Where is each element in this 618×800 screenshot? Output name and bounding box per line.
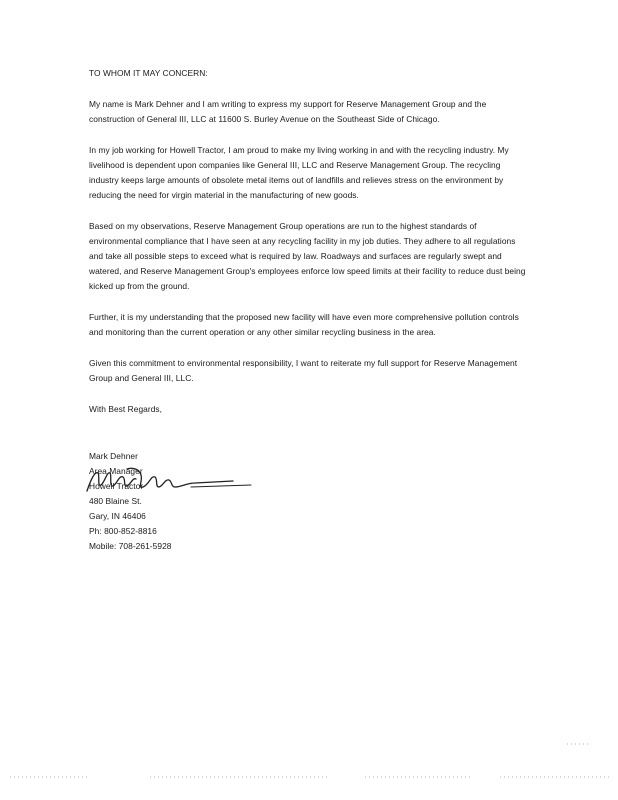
paragraph-new-facility: Further, it is my understanding that the proposed new facility will have even more comprehensive pollution controls and monitoring than the current operation or any other similar recycling business in the area.: [89, 312, 519, 337]
signer-phone: Ph: 800-852-8816: [89, 526, 157, 536]
signature-underline: [191, 485, 251, 487]
signer-address-line2: Gary, IN 46406: [89, 511, 146, 521]
closing: With Best Regards,: [89, 404, 163, 414]
salutation: TO WHOM IT MAY CONCERN:: [89, 68, 208, 78]
signer-company: Howell Tractor: [89, 481, 144, 491]
paragraph-observations: Based on my observations, Reserve Management Group operations are run to the highest standards of environmental compliance that I have seen at any recycling facility in my job duties. They adhere to all regulations and take all possible steps to exceed what is required by law. Roadways and surfaces are regularly swept and watered, and Reserve Management Group's employees enforce low speed limits at their facility to reduce dust being kicked up from the ground.: [89, 221, 526, 291]
signature-stroke: [87, 468, 233, 491]
handwritten-signature: [83, 465, 263, 497]
paragraph-job: In my job working for Howell Tractor, I am proud to make my living working in and with the recycling industry. My livelihood is dependent upon companies like General III, LLC and Reserve Management Group. The recycling industry keeps large amounts of obsolete metal items out of landfills and relieves stress on the environment by reducing the need for virgin material in the manufacturing of new goods.: [89, 145, 509, 200]
signature-block: [89, 449, 529, 554]
signer-title: Area Manager: [89, 466, 143, 476]
bottom-edge-specks: [10, 744, 612, 777]
paragraph-support: Given this commitment to environmental responsibility, I want to reiterate my full support for Reserve Management Group and General III, LLC.: [89, 358, 518, 383]
signer-name: Mark Dehner: [89, 451, 138, 461]
paragraph-intro: My name is Mark Dehner and I am writing to express my support for Reserve Management Group and the construction of General III, LLC at 11600 S. Burley Avenue on the Southeast Side of Chicago.: [89, 99, 487, 124]
letter-body: [89, 66, 529, 554]
signer-address-line1: 480 Blaine St.: [89, 496, 142, 506]
signer-mobile: Mobile: 708-261-5928: [89, 541, 172, 551]
